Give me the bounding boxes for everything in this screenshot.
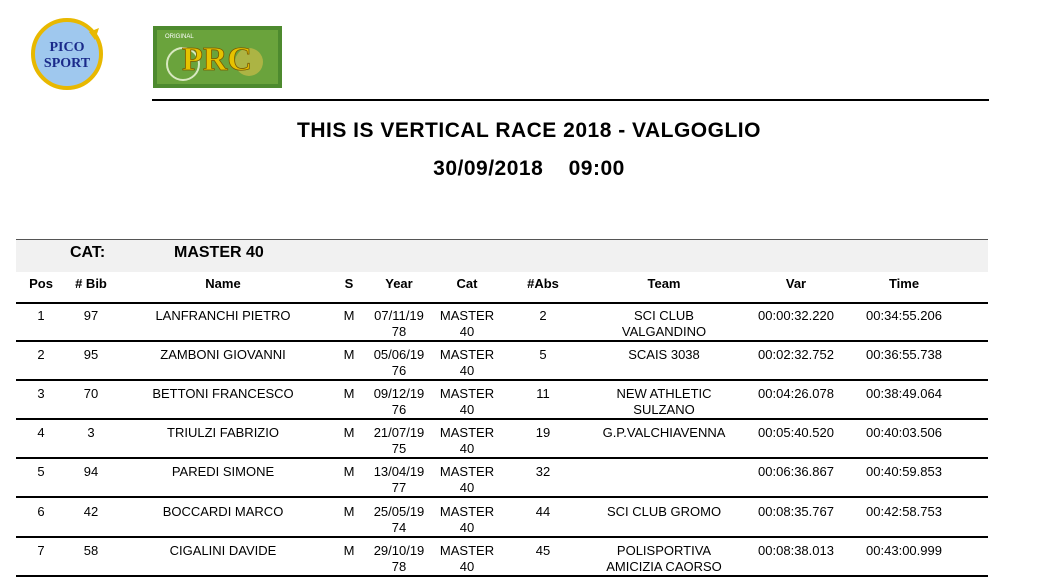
row-divider xyxy=(16,418,988,420)
col-var-header: Var xyxy=(785,276,807,291)
year-cell xyxy=(370,386,428,418)
year-cell-line1: 25/05/19 xyxy=(373,503,425,519)
row-divider xyxy=(16,457,988,459)
cat-cell xyxy=(432,425,502,457)
year-cell-line2: 76 xyxy=(391,402,407,418)
abs-cell: 19 xyxy=(535,425,551,441)
year-cell-line1: 05/06/19 xyxy=(373,347,425,363)
name-cell: ZAMBONI GIOVANNI xyxy=(160,347,286,363)
time-cell: 00:42:58.753 xyxy=(866,503,942,519)
abs-cell: 44 xyxy=(535,503,551,519)
bib-cell: 97 xyxy=(83,308,99,323)
year-cell xyxy=(370,504,428,536)
bib-cell: 3 xyxy=(87,425,95,441)
time-cell: 00:40:03.506 xyxy=(866,425,942,441)
row-divider xyxy=(16,379,988,381)
year-cell-line2: 75 xyxy=(391,441,407,457)
cat-cell-line2: 40 xyxy=(459,363,475,379)
pos-cell: 2 xyxy=(37,347,45,363)
col-abs-header: #Abs xyxy=(527,276,559,291)
year-cell-line1: 21/07/19 xyxy=(373,425,425,441)
pos-cell: 1 xyxy=(37,308,45,323)
abs-cell: 32 xyxy=(535,464,551,480)
time-cell: 00:34:55.206 xyxy=(866,308,942,323)
pos-cell: 6 xyxy=(37,503,45,519)
cat-cell xyxy=(432,308,502,340)
cat-cell-line1: MASTER xyxy=(439,308,495,323)
top-divider xyxy=(152,99,989,101)
cat-cell xyxy=(432,504,502,536)
prc-logo-text: PRC xyxy=(182,41,252,78)
var-cell: 00:04:26.078 xyxy=(758,386,834,402)
team-cell xyxy=(590,308,738,340)
abs-cell: 5 xyxy=(539,347,547,363)
abs-cell: 45 xyxy=(535,542,551,558)
sex-cell: M xyxy=(343,542,355,558)
bib-cell: 42 xyxy=(83,503,99,519)
col-pos-header: Pos xyxy=(29,276,53,291)
team-cell-line1: NEW ATHLETIC xyxy=(616,386,712,402)
var-cell: 00:06:36.867 xyxy=(758,464,834,480)
time-cell: 00:38:49.064 xyxy=(866,386,942,402)
team-cell-line1: SCI CLUB GROMO xyxy=(606,503,722,519)
col-cat-header: Cat xyxy=(456,276,478,291)
pico-sport-text-2: SPORT xyxy=(43,56,91,71)
year-cell xyxy=(370,308,428,340)
year-cell-line1: 29/10/19 xyxy=(373,542,425,558)
time-cell: 00:43:00.999 xyxy=(866,542,942,558)
cat-cell-line1: MASTER xyxy=(439,503,495,519)
time-cell: 00:40:59.853 xyxy=(866,464,942,480)
sex-cell: M xyxy=(343,386,355,402)
col-bib-header: # Bib xyxy=(75,276,107,291)
name-cell: TRIULZI FABRIZIO xyxy=(167,425,279,441)
cat-cell xyxy=(432,543,502,575)
pos-cell: 3 xyxy=(37,386,45,402)
sex-cell: M xyxy=(343,425,355,441)
team-cell xyxy=(590,386,738,418)
var-cell: 00:02:32.752 xyxy=(758,347,834,363)
team-cell-line1: SCAIS 3038 xyxy=(628,347,700,363)
cat-cell-line2: 40 xyxy=(459,402,475,418)
year-cell xyxy=(370,425,428,457)
bib-cell: 94 xyxy=(83,464,99,480)
pos-cell: 5 xyxy=(37,464,45,480)
pico-sport-text-1: PICO xyxy=(49,40,85,55)
var-cell: 00:08:35.767 xyxy=(758,503,834,519)
year-cell-line1: 13/04/19 xyxy=(373,464,425,480)
year-cell-line2: 77 xyxy=(391,480,407,496)
category-value: MASTER 40 xyxy=(174,244,264,261)
cat-cell-line1: MASTER xyxy=(439,386,495,402)
time-cell: 00:36:55.738 xyxy=(866,347,942,363)
year-cell xyxy=(370,464,428,496)
name-cell: LANFRANCHI PIETRO xyxy=(155,308,291,323)
cat-cell-line2: 40 xyxy=(459,558,475,574)
team-cell xyxy=(590,504,738,520)
name-cell: PAREDI SIMONE xyxy=(171,464,275,480)
category-label: CAT: xyxy=(70,244,106,261)
cat-cell xyxy=(432,464,502,496)
team-cell xyxy=(590,425,738,441)
team-cell-line1: SCI CLUB xyxy=(634,308,694,323)
category-bar xyxy=(16,239,988,272)
row-divider xyxy=(16,340,988,342)
cat-cell-line1: MASTER xyxy=(439,425,495,441)
cat-cell-line1: MASTER xyxy=(439,464,495,480)
col-team-header: Team xyxy=(647,276,681,291)
team-cell xyxy=(590,543,738,575)
sex-cell: M xyxy=(343,503,355,519)
prc-logo-small-text: ORIGINAL xyxy=(165,34,194,40)
col-time-header: Time xyxy=(888,276,920,291)
col-year-header: Year xyxy=(385,276,413,291)
cat-cell-line2: 40 xyxy=(459,441,475,457)
sex-cell: M xyxy=(343,308,355,323)
race-datetime: 30/09/2018 09:00 xyxy=(433,157,625,180)
cat-cell xyxy=(432,386,502,418)
team-cell xyxy=(590,347,738,363)
prc-logo xyxy=(153,26,282,88)
year-cell-line2: 76 xyxy=(391,363,407,379)
cat-cell-line2: 40 xyxy=(459,324,475,339)
team-cell-line1: POLISPORTIVA xyxy=(616,542,712,558)
sex-cell: M xyxy=(343,347,355,363)
row-divider xyxy=(16,536,988,538)
team-cell-line2: SULZANO xyxy=(633,402,695,418)
bib-cell: 70 xyxy=(83,386,99,402)
team-cell-line2: AMICIZIA CAORSO xyxy=(606,558,722,574)
var-cell: 00:00:32.220 xyxy=(758,308,834,323)
year-cell-line1: 07/11/19 xyxy=(374,308,424,323)
year-cell xyxy=(370,347,428,379)
race-title: THIS IS VERTICAL RACE 2018 - VALGOGLIO xyxy=(297,119,761,142)
abs-cell: 2 xyxy=(539,308,547,323)
pico-sport-logo xyxy=(31,18,103,90)
pos-cell: 4 xyxy=(37,425,45,441)
row-divider xyxy=(16,575,988,577)
pos-cell: 7 xyxy=(37,542,45,558)
col-name-header: Name xyxy=(205,276,241,291)
col-sex-header: S xyxy=(344,276,354,291)
name-cell: CIGALINI DAVIDE xyxy=(169,542,277,558)
year-cell xyxy=(370,543,428,575)
header-divider xyxy=(16,302,988,304)
team-cell-line1: G.P.VALCHIAVENNA xyxy=(602,425,726,441)
var-cell: 00:05:40.520 xyxy=(758,425,834,441)
year-cell-line2: 74 xyxy=(391,519,407,535)
year-cell-line1: 09/12/19 xyxy=(373,386,425,402)
year-cell-line2: 78 xyxy=(391,324,407,339)
name-cell: BOCCARDI MARCO xyxy=(162,503,284,519)
row-divider xyxy=(16,496,988,498)
bib-cell: 58 xyxy=(83,542,99,558)
cat-cell-line2: 40 xyxy=(459,519,475,535)
cat-cell-line1: MASTER xyxy=(439,347,495,363)
var-cell: 00:08:38.013 xyxy=(758,542,834,558)
name-cell: BETTONI FRANCESCO xyxy=(152,386,294,402)
year-cell-line2: 78 xyxy=(391,558,407,574)
cat-cell-line2: 40 xyxy=(459,480,475,496)
team-cell-line2: VALGANDINO xyxy=(621,324,707,339)
cat-cell xyxy=(432,347,502,379)
bib-cell: 95 xyxy=(83,347,99,363)
cat-cell-line1: MASTER xyxy=(439,542,495,558)
sex-cell: M xyxy=(343,464,355,480)
abs-cell: 11 xyxy=(536,386,550,402)
